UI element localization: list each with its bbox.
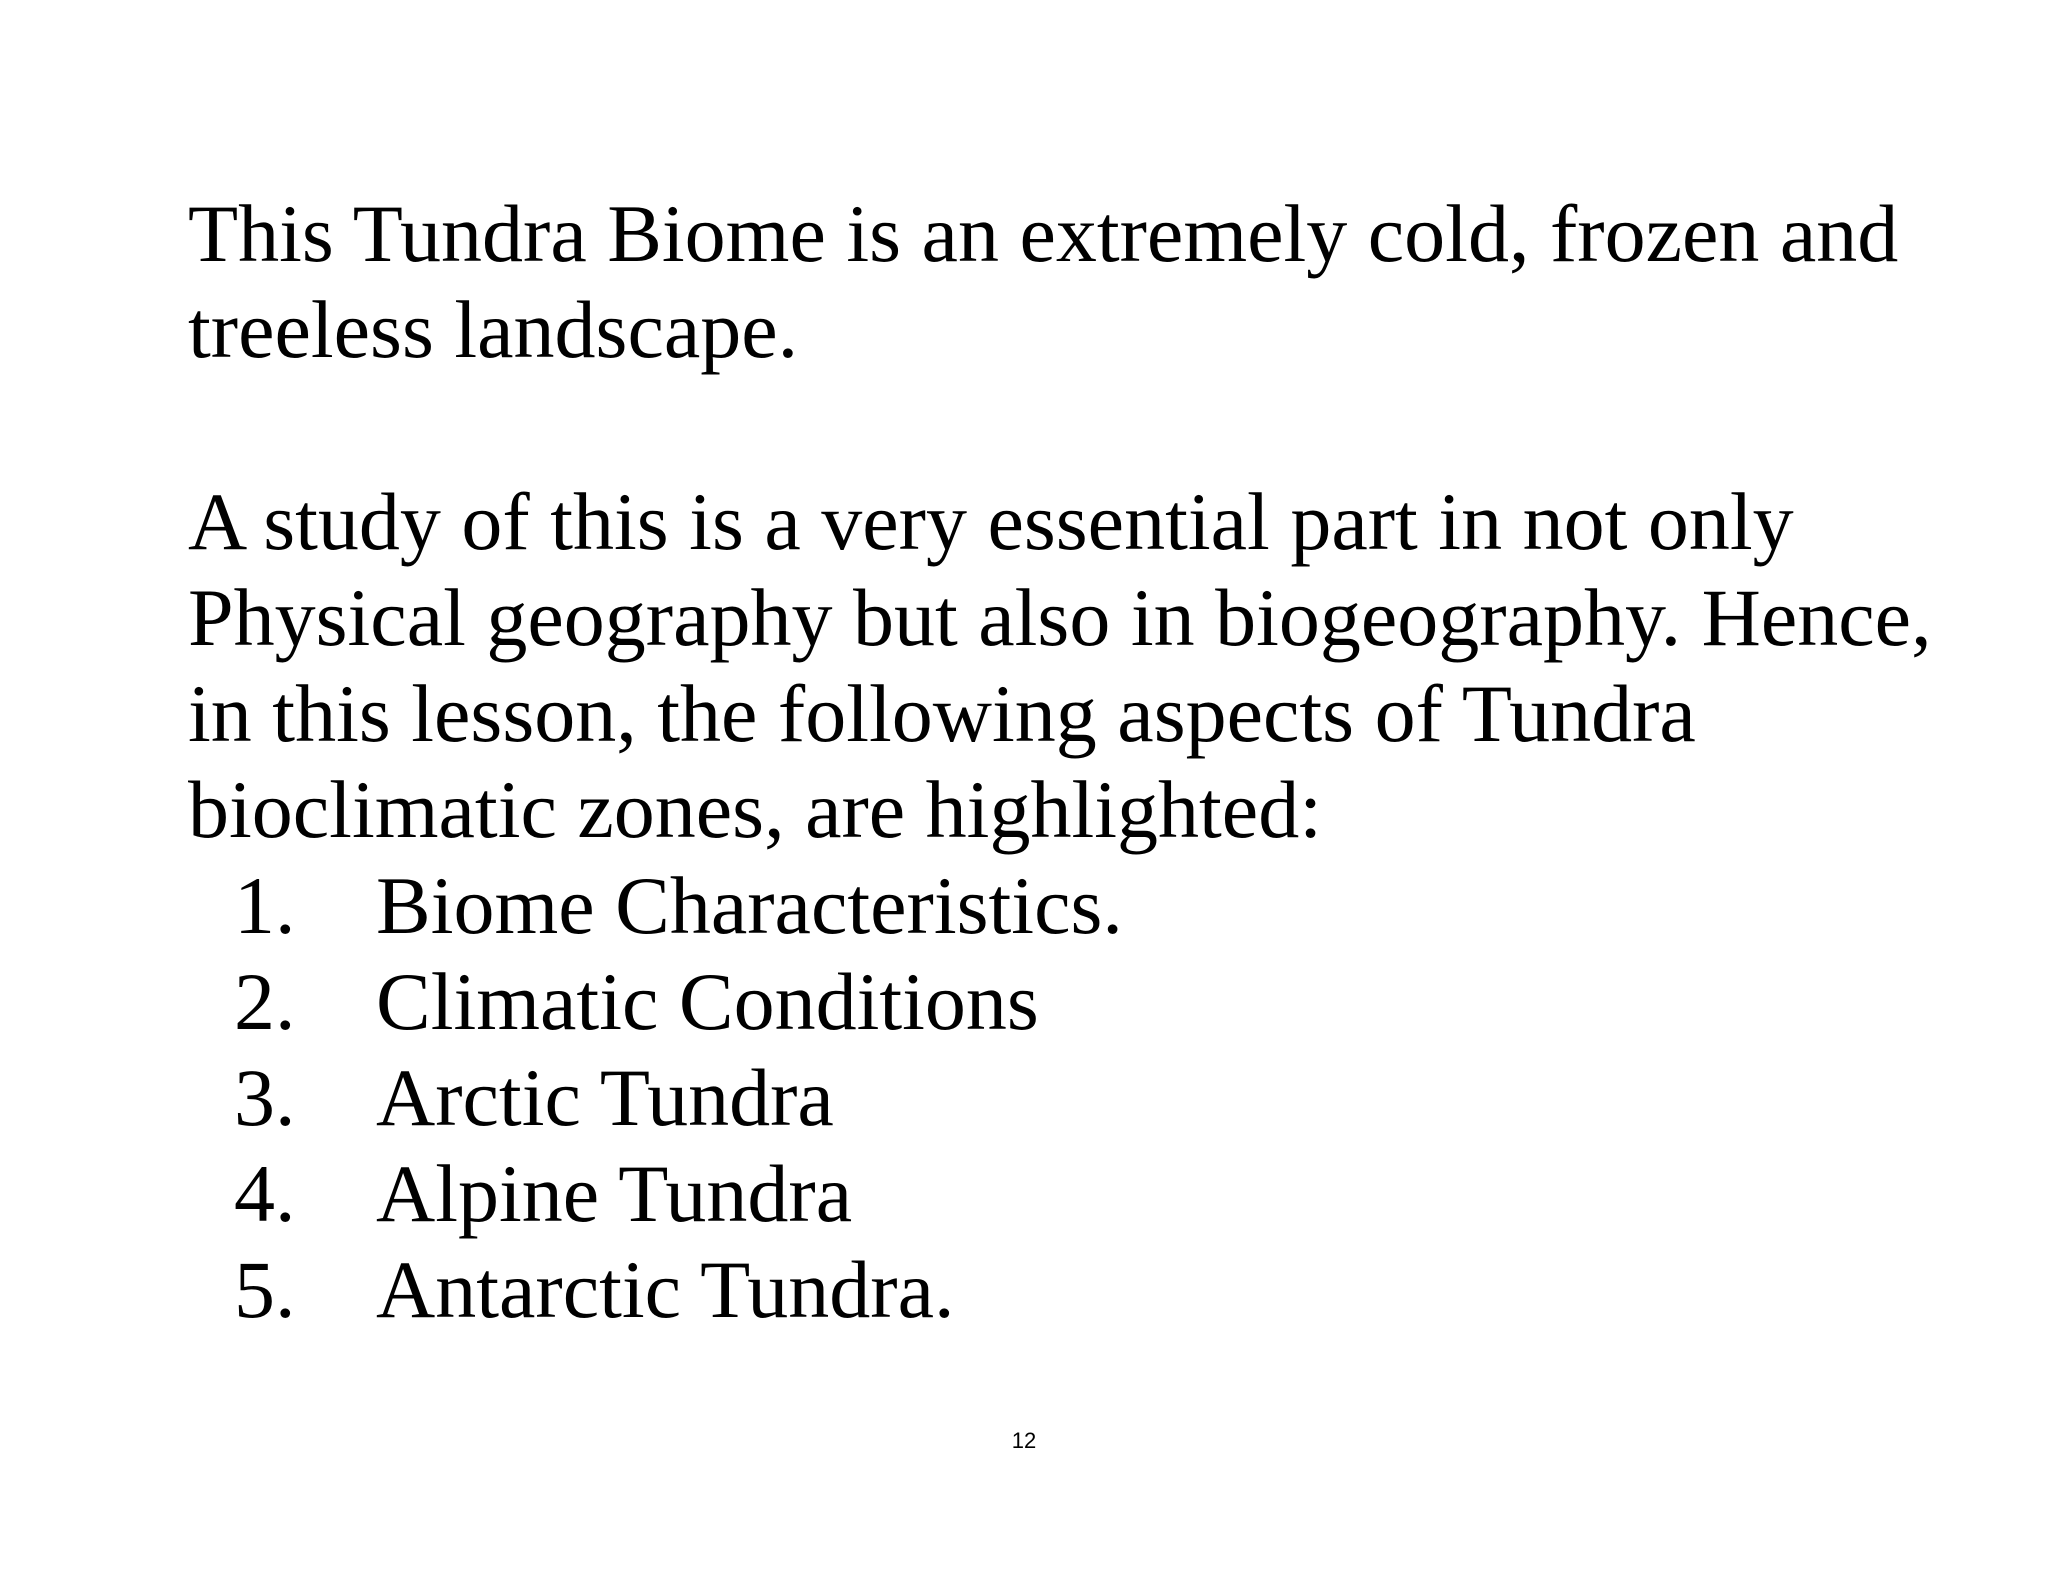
list-item	[188, 1242, 1968, 1338]
list-item-text: Biome Characteristics.	[376, 860, 1123, 951]
list-item-text: Arctic Tundra	[376, 1052, 834, 1143]
list-item-number: 4.	[234, 1148, 296, 1239]
study-paragraph: A study of this is a very essential part in not only Physical geography but also in biogeography. Hence, in this lesson, the following aspects of Tundra bioclimatic zones, are highlighted:	[188, 476, 1932, 855]
list-item-number: 1.	[234, 860, 296, 951]
list-item-number: 5.	[234, 1244, 296, 1335]
list-item-text: Antarctic Tundra.	[376, 1244, 955, 1335]
list-item-number: 2.	[234, 956, 296, 1047]
list-item	[188, 1146, 1968, 1242]
list-item-number: 3.	[234, 1052, 296, 1143]
aspects-list	[188, 858, 1968, 1338]
page-content	[188, 186, 1968, 1338]
page-number: 12	[1011, 1428, 1037, 1453]
list-item	[188, 954, 1968, 1050]
list-item	[188, 858, 1968, 954]
intro-paragraph: This Tundra Biome is an extremely cold, frozen and treeless landscape.	[188, 188, 1899, 375]
list-item-text: Alpine Tundra	[376, 1148, 853, 1239]
list-item-text: Climatic Conditions	[376, 956, 1039, 1047]
list-item	[188, 1050, 1968, 1146]
